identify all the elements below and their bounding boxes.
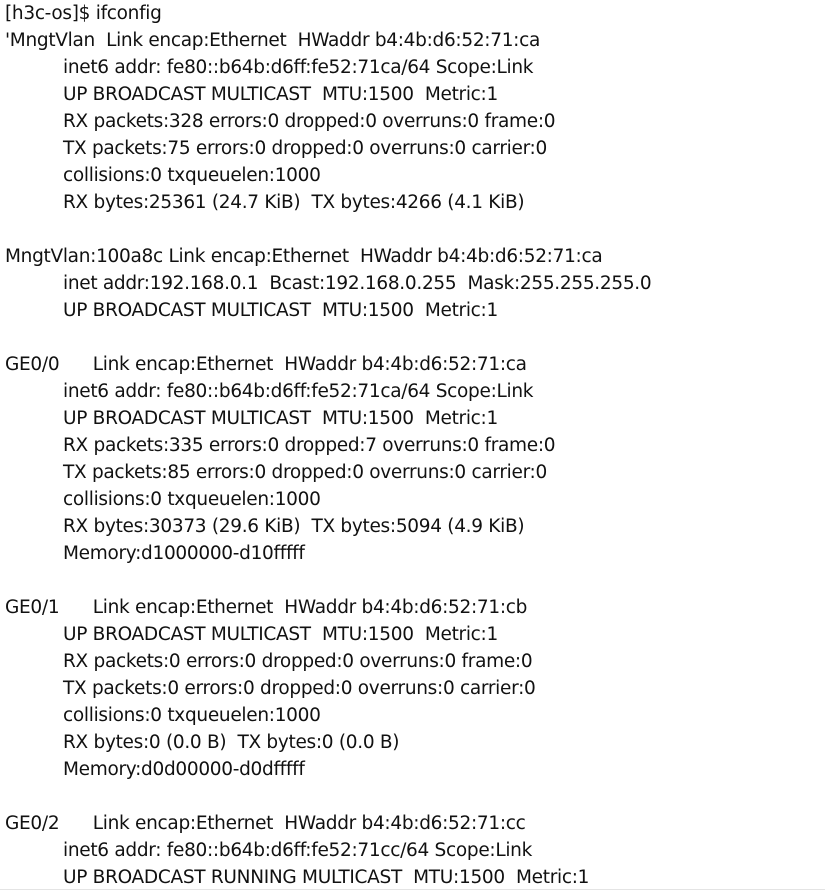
output-line: UP BROADCAST MULTICAST MTU:1500 Metric:1 [63,624,498,645]
bottom-divider [0,889,825,890]
output-line: Memory:d1000000-d10fffff [63,543,305,564]
interface-header-ge0-0: GE0/0 Link encap:Ethernet HWaddr b4:4b:d6:52:71:ca [5,354,527,375]
output-line: collisions:0 txqueuelen:1000 [63,489,321,510]
output-line: inet6 addr: fe80::b64b:d6ff:fe52:71ca/64 Scope:Link [63,381,534,402]
output-line: inet addr:192.168.0.1 Bcast:192.168.0.255 Mask:255.255.255.0 [63,273,652,294]
output-line: TX packets:0 errors:0 dropped:0 overruns:0 carrier:0 [63,678,536,699]
output-line: UP BROADCAST MULTICAST MTU:1500 Metric:1 [63,300,498,321]
output-line: RX bytes:30373 (29.6 KiB) TX bytes:5094 (4.9 KiB) [63,516,525,537]
output-line: UP BROADCAST MULTICAST MTU:1500 Metric:1 [63,408,498,429]
interface-header-ge0-2: GE0/2 Link encap:Ethernet HWaddr b4:4b:d6:52:71:cc [5,813,526,834]
interface-header-mngtvlan: 'MngtVlan Link encap:Ethernet HWaddr b4:4b:d6:52:71:ca [5,30,541,51]
output-line: inet6 addr: fe80::b64b:d6ff:fe52:71cc/64 Scope:Link [63,840,533,861]
output-line: RX packets:0 errors:0 dropped:0 overruns:0 frame:0 [63,651,533,672]
output-line: UP BROADCAST RUNNING MULTICAST MTU:1500 Metric:1 [63,867,590,888]
interface-header-ge0-1: GE0/1 Link encap:Ethernet HWaddr b4:4b:d6:52:71:cb [5,597,528,618]
output-line: collisions:0 txqueuelen:1000 [63,705,321,726]
output-line: RX bytes:25361 (24.7 KiB) TX bytes:4266 (4.1 KiB) [63,192,525,213]
output-line: Memory:d0d00000-d0dfffff [63,759,305,780]
output-line: collisions:0 txqueuelen:1000 [63,165,321,186]
output-line: TX packets:75 errors:0 dropped:0 overruns:0 carrier:0 [63,138,547,159]
output-line: inet6 addr: fe80::b64b:d6ff:fe52:71ca/64 Scope:Link [63,57,534,78]
output-line: UP BROADCAST MULTICAST MTU:1500 Metric:1 [63,84,498,105]
output-line: RX bytes:0 (0.0 B) TX bytes:0 (0.0 B) [63,732,400,753]
interface-header-mngtvlan-alias: MngtVlan:100a8c Link encap:Ethernet HWaddr b4:4b:d6:52:71:ca [5,246,603,267]
output-line: TX packets:85 errors:0 dropped:0 overruns:0 carrier:0 [63,462,547,483]
output-line: RX packets:335 errors:0 dropped:7 overruns:0 frame:0 [63,435,556,456]
command-prompt: [h3c-os]$ ifconfig [5,3,162,24]
output-line: RX packets:328 errors:0 dropped:0 overruns:0 frame:0 [63,111,556,132]
